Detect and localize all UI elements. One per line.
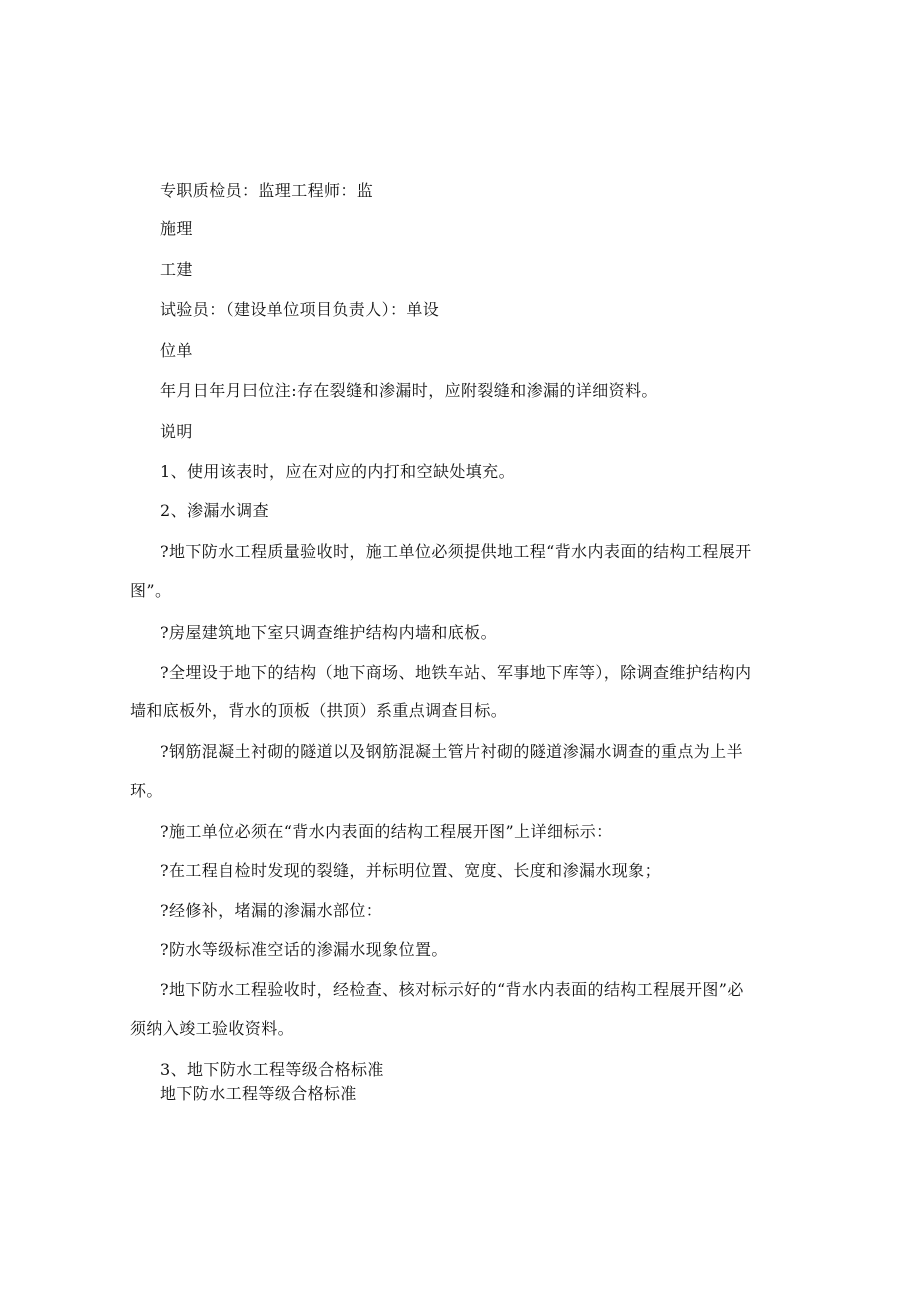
note-item-1: 1、使用该表时，应在对应的内打和空缺处填充。 xyxy=(160,462,515,481)
bullet-paragraph-5: ?施工单位必须在“背水内表面的结构工程展开图”上详细标示： xyxy=(160,822,613,841)
date-note-line: 年月日年月曰位注:存在裂缝和渗漏时，应附裂缝和渗漏的详细资料。 xyxy=(160,381,658,400)
note-item-2-heading: 2、渗漏水调查 xyxy=(160,501,269,520)
bullet-paragraph-1-line-1: ?地下防水工程质量验收时，施工单位必须提供地工程“背水内表面的结构工程展开 xyxy=(160,542,752,561)
table-caption: 地下防水工程等级合格标准 xyxy=(160,1084,357,1103)
bullet-paragraph-6: ?在工程自检时发现的裂缝，并标明位置、宽度、长度和渗漏水现象； xyxy=(160,861,661,880)
text-line: 位单 xyxy=(160,341,193,360)
text-line: 施理 xyxy=(160,219,193,238)
bullet-paragraph-9-line-1: ?地下防水工程验收时，经检查、核对标示好的“背水内表面的结构工程展开图”必 xyxy=(160,980,744,999)
bullet-paragraph-3-line-1: ?全埋设于地下的结构（地下商场、地铁车站、军事地下库等），除调查维护结构内 xyxy=(160,663,752,682)
bullet-paragraph-8: ?防水等级标准空话的渗漏水现象位置。 xyxy=(160,940,448,959)
bullet-paragraph-3-line-2: 墙和底板外，背水的顶板（拱顶）系重点调查目标。 xyxy=(130,701,508,720)
bullet-paragraph-1-line-2: 图”。 xyxy=(130,581,172,600)
text-line: 工建 xyxy=(160,260,193,279)
bullet-paragraph-2: ?房屋建筑地下室只调查维护结构内墙和底板。 xyxy=(160,623,497,642)
signature-line-inspector: 专职质检员：监理工程师：监 xyxy=(160,181,374,200)
bullet-paragraph-7: ?经修补，堵漏的渗漏水部位： xyxy=(160,901,383,920)
section-heading-notes: 说明 xyxy=(160,422,193,441)
signature-line-tester: 试验员：（建设单位项目负责人）：单设 xyxy=(160,300,440,319)
bullet-paragraph-9-line-2: 须纳入竣工验收资料。 xyxy=(130,1019,295,1038)
bullet-paragraph-4-line-2: 环。 xyxy=(130,781,163,800)
bullet-paragraph-4-line-1: ?钢筋混凝土衬砌的隧道以及钢筋混凝土管片衬砌的隧道渗漏水调查的重点为上半 xyxy=(160,742,743,761)
note-item-3-heading: 3、地下防水工程等级合格标准 xyxy=(160,1060,384,1079)
